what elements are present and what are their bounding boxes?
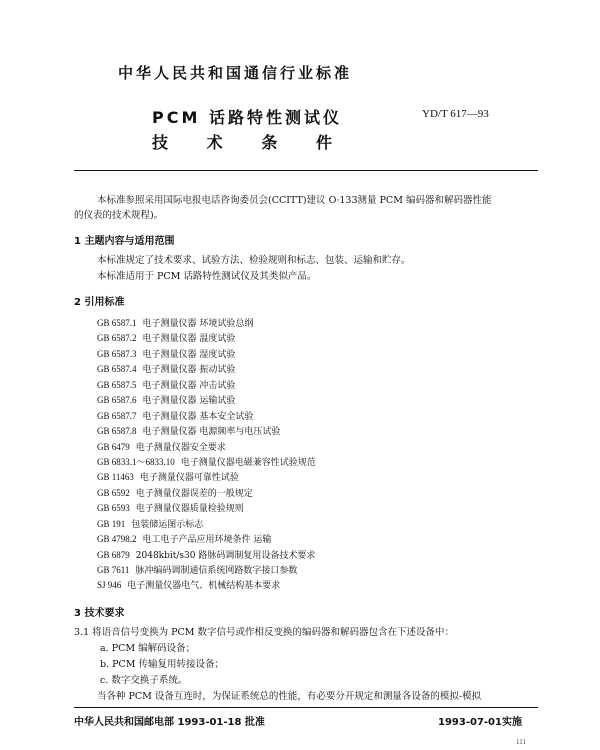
ref-title: 电子测量仪器 湿度试验 [142, 349, 236, 360]
list-item [97, 347, 316, 362]
clause-3-1: 3.1 将语音信号变换为 PCM 数字信号或作相反变换的编码器和解码器包含在下述设备中： [74, 627, 455, 638]
ref-code: GB 11463 [97, 472, 134, 483]
ref-title: 电子测量仪器可靠性试验 [139, 473, 239, 484]
ref-code: GB 6587.1 [97, 318, 137, 328]
header-divider [74, 170, 538, 171]
section-1-paragraph-1: 本标准规定了技术要求、试验方法、检验规则和标志、包装、运输和贮存。 [97, 255, 411, 266]
list-item [97, 393, 316, 408]
section-2-heading: 2 引用标准 [74, 297, 125, 308]
list-item [97, 578, 316, 593]
list-item [97, 486, 316, 501]
ref-code: GB 6593 [97, 503, 130, 514]
ref-code: GB 191 [97, 518, 126, 529]
ref-code: GB 6592 [97, 487, 130, 498]
page-number: 111 [516, 738, 526, 746]
intro-line-2: 的仪表的技术规程)。 [74, 210, 164, 221]
list-item [97, 424, 316, 439]
ref-title: 电子测量仪器 环境试验总纲 [142, 319, 254, 329]
ref-code: GB 6833.1～6833.10 [97, 456, 175, 467]
list-item [97, 409, 316, 424]
ref-title: 2048kbit/s30 路脉码调制复用设备技术要求 [135, 550, 316, 561]
ref-code: GB 6879 [97, 549, 130, 560]
ref-code: SJ 946 [97, 580, 122, 591]
list-item [97, 378, 316, 393]
ref-code: GB 6479 [97, 441, 130, 452]
document-title: PCM 话路特性测试仪 [152, 108, 342, 127]
implementation-date: 1993-07-01实施 [438, 717, 522, 728]
ref-code: GB 7611 [97, 565, 130, 575]
ref-title: 电子测量仪器安全要求 [135, 442, 226, 453]
ref-title: 电子测量仪器 冲击试验 [142, 380, 236, 391]
subtitle-char: 条 [261, 133, 278, 152]
ref-title: 电子测量仪器 电源频率与电压试验 [142, 427, 281, 438]
document-subtitle [152, 130, 332, 153]
ref-code: GB 6587.5 [97, 379, 137, 390]
ref-title: 电子测量仪器电气、机械结构基本要求 [127, 581, 281, 592]
list-item: b. PCM 传输复用转接设备； [100, 659, 225, 670]
ref-title: 电子测量仪器 基本安全试验 [142, 411, 254, 422]
list-item [97, 316, 316, 331]
list-item [97, 501, 316, 516]
ref-code: GB 6587.3 [97, 348, 137, 359]
list-item [97, 517, 316, 532]
ref-code: GB 6587.7 [97, 410, 137, 421]
list-item [97, 470, 316, 485]
ref-title: 脉冲编码调制通信系统网路数字接口参数 [135, 566, 298, 576]
ref-title: 电子测量仪器误差的一般规定 [135, 488, 253, 499]
list-item [97, 455, 316, 470]
list-item: c. 数字交换子系统。 [100, 675, 188, 686]
approval-line: 中华人民共和国邮电部 1993-01-18 批准 [74, 717, 265, 728]
ref-title: 电工电子产品应用环境条件 运输 [142, 535, 272, 546]
ref-title: 电子测量仪器 温度试验 [142, 334, 236, 345]
ref-title: 电子测量仪器质量检验规则 [135, 504, 244, 515]
ref-code: GB 6587.8 [97, 426, 137, 437]
intro-line-1: 本标准参照采用国际电报电话咨询委员会(CCITT)建议 O·133测量 PCM 编码器和解码器性能 [97, 195, 492, 206]
list-item [97, 563, 316, 578]
list-item [97, 532, 316, 547]
subtitle-char: 技 [152, 133, 169, 152]
ref-code: GB 6587.6 [97, 395, 137, 406]
ref-code: GB 6587.2 [97, 333, 137, 344]
ref-title: 电子测量仪器 运输试验 [142, 396, 236, 407]
subtitle-char: 术 [206, 133, 223, 152]
section-3-heading: 3 技术要求 [74, 608, 125, 619]
clause-3-1-continuation: 当各种 PCM 设备互连时，为保证系统总的性能，有必要分开规定和测量各设备的模拟-模拟 [97, 691, 482, 702]
footer-divider [74, 707, 538, 708]
issuing-authority: 中华人民共和国通信行业标准 [118, 64, 353, 82]
ref-title: 包装储运图示标志 [131, 519, 204, 530]
ref-code: GB 6587.4 [97, 364, 137, 375]
ref-title: 电子测量仪器 振动试验 [142, 365, 236, 376]
list-item: a. PCM 编解码设备； [100, 643, 196, 654]
ref-code: GB 4798.2 [97, 534, 137, 545]
reference-list [97, 316, 316, 594]
section-1-heading: 1 主题内容与适用范围 [74, 236, 175, 247]
subtitle-char: 件 [315, 133, 332, 152]
list-item [97, 331, 316, 346]
list-item [97, 548, 316, 563]
list-item [97, 362, 316, 377]
section-1-paragraph-2: 本标准适用于 PCM 话路特性测试仪及其类似产品。 [97, 271, 317, 282]
list-item [97, 440, 316, 455]
standard-number: YD/T 617—93 [422, 108, 489, 120]
ref-title: 电子测量仪器电磁兼容性试验规范 [180, 457, 316, 468]
